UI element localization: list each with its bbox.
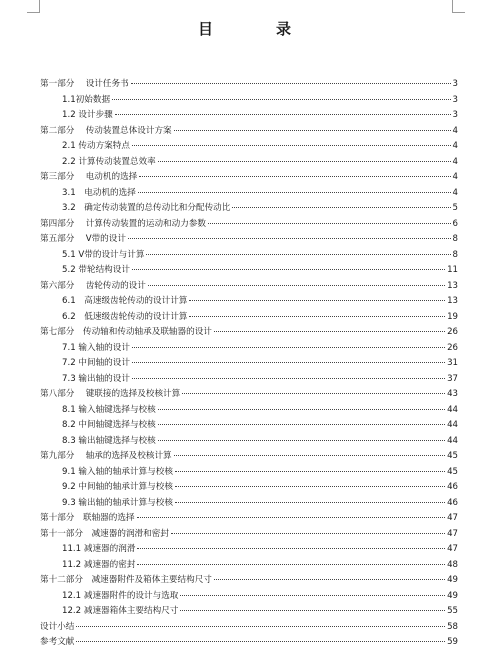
toc-entry-label: 6.1 高速级齿轮传动的设计计算	[62, 296, 188, 306]
toc-section-entry[interactable]	[40, 527, 458, 543]
toc-page-number: 26	[447, 342, 458, 353]
toc-page-number: 13	[447, 296, 458, 306]
toc-page-number: 3	[452, 110, 458, 120]
toc-entry-label: 第四部分 计算传动装置的运动和动力参数	[40, 218, 207, 229]
toc-page-number: 37	[447, 373, 458, 384]
toc-entry-label: 8.3 输出轴键选择与校核	[62, 435, 156, 446]
page-corner-mark-right	[452, 0, 465, 13]
toc-dot-leader	[175, 471, 445, 472]
toc-entry-label: 第一部分 设计任务书	[40, 79, 129, 89]
toc-subsection-entry[interactable]	[40, 465, 458, 481]
toc-entry-label: 7.3 输出轴的设计	[62, 373, 130, 384]
toc-section-entry[interactable]	[40, 573, 458, 589]
toc-dot-leader	[158, 440, 445, 441]
toc-dot-leader	[137, 548, 445, 549]
toc-dot-leader	[158, 424, 445, 425]
toc-page-number: 8	[452, 249, 458, 260]
toc-entry-label: 5.1 V带的设计与计算	[62, 249, 145, 260]
toc-page-number: 19	[447, 311, 458, 322]
toc-entry-label: 12.1 减速器附件的设计与选取	[62, 590, 179, 601]
toc-entry-label: 第九部分 轴承的选择及校核计算	[40, 451, 172, 461]
toc-section-entry[interactable]	[40, 170, 458, 186]
toc-page-number: 46	[447, 482, 458, 492]
toc-entry-label: 第六部分 齿轮传动的设计	[40, 280, 146, 291]
toc-dot-leader	[158, 161, 451, 162]
toc-dot-leader	[139, 176, 450, 177]
toc-page-number: 48	[447, 559, 458, 570]
toc-subsection-entry[interactable]	[40, 248, 458, 264]
toc-dot-leader	[131, 83, 451, 84]
toc-page-number: 44	[447, 404, 458, 415]
toc-subsection-entry[interactable]	[40, 310, 458, 326]
toc-dot-leader	[132, 347, 445, 348]
toc-page-number: 46	[447, 497, 458, 508]
toc-subsection-entry[interactable]	[40, 186, 458, 202]
toc-section-entry[interactable]	[40, 511, 458, 527]
toc-subsection-entry[interactable]	[40, 263, 458, 279]
toc-subsection-entry[interactable]	[40, 604, 458, 620]
toc-subsection-entry[interactable]	[40, 496, 458, 512]
toc-dot-leader	[189, 300, 445, 301]
toc-subsection-entry[interactable]	[40, 155, 458, 171]
toc-page-number: 49	[447, 590, 458, 601]
toc-page-number: 47	[447, 528, 458, 539]
toc-subsection-entry[interactable]	[40, 139, 458, 155]
toc-section-entry[interactable]	[40, 77, 458, 93]
toc-entry-label: 9.3 输出轴的轴承计算与校核	[62, 497, 173, 508]
toc-page-number: 11	[447, 265, 458, 275]
toc-dot-leader	[174, 455, 445, 456]
toc-dot-leader	[208, 223, 451, 224]
toc-entry-label: 6.2 低速级齿轮传动的设计计算	[62, 311, 188, 322]
toc-entry-label: 第五部分 V带的设计	[40, 234, 126, 244]
toc-page-number: 58	[447, 621, 458, 632]
toc-dot-leader	[76, 641, 445, 642]
toc-section-entry[interactable]	[40, 620, 458, 636]
toc-dot-leader	[146, 254, 450, 255]
toc-entry-label: 第八部分 键联接的选择及校核计算	[40, 389, 181, 399]
toc-dot-leader	[175, 486, 445, 487]
toc-dot-leader	[138, 192, 451, 193]
toc-page-number: 4	[452, 125, 458, 136]
toc-subsection-entry[interactable]	[40, 108, 458, 124]
toc-subsection-entry[interactable]	[40, 434, 458, 450]
toc-dot-leader	[137, 564, 445, 565]
toc-entry-label: 5.2 带轮结构设计	[62, 265, 130, 275]
toc-entry-label: 第十部分 联轴器的选择	[40, 513, 135, 523]
toc-page-number: 59	[447, 637, 458, 647]
toc-page-number: 44	[447, 420, 458, 430]
toc-entry-label: 8.1 输入轴键选择与校核	[62, 404, 156, 415]
toc-dot-leader	[189, 316, 445, 317]
toc-entry-label: 2.1 传动方案特点	[62, 141, 130, 151]
table-of-contents	[40, 77, 458, 651]
toc-dot-leader	[132, 362, 445, 363]
toc-page-number: 4	[452, 187, 458, 198]
toc-dot-leader	[180, 610, 445, 611]
toc-dot-leader	[171, 533, 445, 534]
toc-dot-leader	[132, 269, 445, 270]
toc-entry-label: 12.2 减速器箱体主要结构尺寸	[62, 606, 179, 616]
toc-page-number: 6	[452, 218, 458, 229]
toc-section-entry[interactable]	[40, 279, 458, 295]
toc-entry-label: 设计小结	[40, 621, 75, 632]
toc-subsection-entry[interactable]	[40, 403, 458, 419]
toc-subsection-entry[interactable]	[40, 372, 458, 388]
toc-entry-label: 2.2 计算传动装置总效率	[62, 156, 156, 167]
toc-entry-label: 9.2 中间轴的轴承计算与校核	[62, 482, 173, 492]
toc-dot-leader	[158, 409, 445, 410]
toc-dot-leader	[132, 378, 445, 379]
toc-entry-label: 第十一部分 减速器的润滑和密封	[40, 528, 169, 539]
document-title: 目 录	[197, 20, 315, 38]
toc-section-entry[interactable]	[40, 124, 458, 140]
toc-section-entry[interactable]	[40, 325, 458, 341]
toc-dot-leader	[182, 393, 445, 394]
toc-entry-label: 3.2 确定传动装置的总传动比和分配传动比	[62, 203, 231, 213]
toc-dot-leader	[112, 99, 450, 100]
toc-entry-label: 9.1 输入轴的轴承计算与校核	[62, 466, 173, 477]
toc-section-entry[interactable]	[40, 635, 458, 651]
toc-entry-label: 1.2 设计步骤	[62, 110, 113, 120]
toc-page-number: 55	[447, 606, 458, 616]
toc-subsection-entry[interactable]	[40, 480, 458, 496]
page-corner-mark-left	[27, 0, 40, 13]
toc-page-number: 49	[447, 575, 458, 585]
toc-entry-label: 第七部分 传动轴和传动轴承及联轴器的设计	[40, 327, 212, 337]
toc-entry-label: 11.2 减速器的密封	[62, 559, 136, 570]
toc-entry-label: 第二部分 传动装置总体设计方案	[40, 125, 172, 136]
toc-entry-label: 3.1 电动机的选择	[62, 187, 136, 198]
toc-dot-leader	[148, 285, 445, 286]
toc-subsection-entry[interactable]	[40, 589, 458, 605]
toc-subsection-entry[interactable]	[40, 418, 458, 434]
toc-page-number: 43	[447, 389, 458, 399]
toc-page-number: 44	[447, 435, 458, 446]
toc-page-number: 4	[452, 156, 458, 167]
toc-page-number: 47	[447, 544, 458, 554]
toc-dot-leader	[180, 595, 445, 596]
toc-section-entry[interactable]	[40, 387, 458, 403]
toc-subsection-entry[interactable]	[40, 558, 458, 574]
toc-dot-leader	[128, 238, 451, 239]
toc-page-number: 31	[447, 358, 458, 368]
toc-entry-label: 1.1初始数据	[62, 94, 111, 105]
toc-dot-leader	[175, 502, 445, 503]
toc-dot-leader	[174, 130, 451, 131]
toc-page-number: 3	[452, 79, 458, 89]
toc-subsection-entry[interactable]	[40, 294, 458, 310]
toc-dot-leader	[232, 207, 450, 208]
toc-dot-leader	[214, 331, 445, 332]
toc-entry-label: 7.2 中间轴的设计	[62, 358, 130, 368]
toc-entry-label: 7.1 输入轴的设计	[62, 342, 130, 353]
toc-entry-label: 参考文献	[40, 637, 75, 647]
toc-page-number: 4	[452, 172, 458, 182]
toc-section-entry[interactable]	[40, 217, 458, 233]
toc-page-number: 13	[447, 280, 458, 291]
toc-section-entry[interactable]	[40, 449, 458, 465]
toc-page-number: 3	[452, 94, 458, 105]
toc-page-number: 5	[452, 203, 458, 213]
toc-page-number: 26	[447, 327, 458, 337]
toc-entry-label: 11.1 减速器的润滑	[62, 544, 136, 554]
toc-dot-leader	[76, 626, 445, 627]
toc-page-number: 45	[447, 451, 458, 461]
toc-dot-leader	[115, 114, 451, 115]
toc-section-entry[interactable]	[40, 232, 458, 248]
toc-dot-leader	[137, 517, 446, 518]
toc-page-number: 47	[447, 513, 458, 523]
toc-entry-label: 第十二部分 减速器附件及箱体主要结构尺寸	[40, 575, 212, 585]
toc-subsection-entry[interactable]	[40, 356, 458, 372]
toc-subsection-entry[interactable]	[40, 341, 458, 357]
toc-page-number: 4	[452, 141, 458, 151]
toc-subsection-entry[interactable]	[40, 93, 458, 109]
toc-page-number: 45	[447, 466, 458, 477]
toc-subsection-entry[interactable]	[40, 201, 458, 217]
toc-entry-label: 8.2 中间轴键选择与校核	[62, 420, 156, 430]
toc-dot-leader	[214, 579, 445, 580]
toc-subsection-entry[interactable]	[40, 542, 458, 558]
toc-dot-leader	[132, 145, 451, 146]
toc-page-number: 8	[452, 234, 458, 244]
toc-entry-label: 第三部分 电动机的选择	[40, 172, 138, 182]
